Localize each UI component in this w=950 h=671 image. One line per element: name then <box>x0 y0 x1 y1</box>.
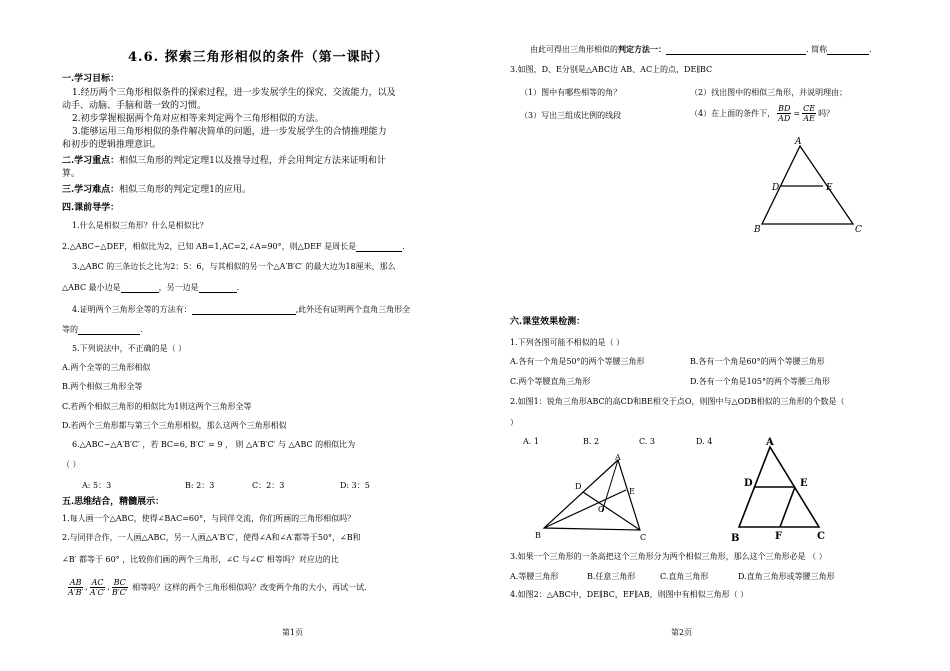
figure-1-altitudes <box>530 452 660 548</box>
question-6-paren: （ ） <box>62 460 81 469</box>
objective-line: 和初步的逻辑推理意识。 <box>62 140 162 150</box>
question-3-text-c: . <box>236 283 240 292</box>
question-4-text: 4.证明两个三角形全等的方法有： <box>72 305 192 314</box>
label-d: D <box>772 183 780 193</box>
label-d: D <box>575 482 582 491</box>
label-b: B <box>535 531 541 540</box>
test-question-3: 3.如果一个三角形的一条高把这个三角形分为两个相似三角形，那么这个三角形必是 （ ） <box>510 552 827 561</box>
t3-option-c: C.直角三角形 <box>660 572 709 581</box>
figure-2-parallel-lines <box>725 435 835 547</box>
q3-part-4-text: （4）在上面的条件下， <box>690 109 776 118</box>
question-1: 1.什么是相似三角形？什么是相似比？ <box>72 221 208 230</box>
judgement-method-line <box>530 44 872 55</box>
q5-option-c: C.若两个相似三角形的相似比为1则这两个三角形全等 <box>62 402 252 411</box>
ratio-bd-ad: $\frac{BD}{AD}$ <box>778 104 791 123</box>
section-3 <box>62 185 251 196</box>
ratio-ac: $\frac{AC}{A'C'}$ <box>89 578 106 597</box>
problem-2-ratios: $\frac{AB}{A'B'}$ , $\frac{AC}{A'C'}$ , $\frac{BC}{B'C'}$ 相等吗？这样的两个三角形相似吗？改变两个角的大小，再试一试. <box>68 578 367 597</box>
test-question-4: 4.如图2：△ABC中，DE∥BC，EF∥AB，则图中有相似三角形（ ） <box>510 590 749 599</box>
t1-option-d: D.各有一个角是105°的两个等腰三角形 <box>690 377 830 386</box>
ratio-bc: $\frac{BC}{B'C'}$ <box>111 578 128 597</box>
t1-option-c: C.两个等腰直角三角形 <box>510 377 591 386</box>
question-4-mid: ,此外还有证明两个直角三角形全 <box>295 305 411 314</box>
t2-option-c: C. 3 <box>639 437 656 446</box>
q3-part-2: （2）找出图中的相似三角形，并说明理由； <box>690 88 848 97</box>
ratio-ce-ae: $\frac{CE}{AE}$ <box>803 104 816 123</box>
t3-option-b: B.任意三角形 <box>587 572 636 581</box>
answer-blank[interactable] <box>78 325 140 335</box>
section-6-title: 六.课堂效果检测： <box>510 317 586 327</box>
figure-triangle-de-parallel-bc <box>745 132 865 236</box>
label-c: C <box>817 531 825 542</box>
question-3: 3.如图，D、E分别是△ABC边 AB、AC上的点，DE∥BC <box>510 65 713 74</box>
label-b: B <box>754 225 761 235</box>
question-2-end: . <box>402 242 405 251</box>
objective-line: 1.经历两个三角形相似条件的探索过程，进一步发展学生的探究、交流能力，以及 <box>72 88 396 98</box>
q3-part-4-end: 吗？ <box>818 109 835 118</box>
answer-blank[interactable] <box>121 283 159 293</box>
problem-2: 2.与同伴合作，一人画△ABC，另一人画△A′B′C′，使得∠A和∠A′都等于50°，∠B和 <box>62 533 361 542</box>
t2-option-b: B. 2 <box>583 437 600 446</box>
section-2-text: 相似三角形的判定定理1以及推导过程，并会用判定方法来证明和计 <box>119 156 386 166</box>
section-4-title: 四.课前导学： <box>62 203 120 213</box>
section-5-title: 五.思维结合，精髓展示： <box>62 497 165 507</box>
answer-blank[interactable] <box>827 45 869 55</box>
t1-option-a: A.各有一个角是50°的两个等腰三角形 <box>510 357 645 366</box>
label-c: C <box>640 533 647 542</box>
test-question-1: 1.下列各图可能不相似的是（ ） <box>510 338 625 347</box>
q3-part-4: （4）在上面的条件下， $\frac{BD}{AD}$ = $\frac{CE}{AE}$ 吗？ <box>690 104 835 123</box>
judgement-method-label: 判定方法一： <box>618 44 666 54</box>
period: . <box>869 45 872 54</box>
t3-option-a: A.等腰三角形 <box>510 572 559 581</box>
label-b: B <box>731 533 740 544</box>
page-number: 第1页 <box>282 628 304 637</box>
q6-option-b: B: 2：3 <box>185 481 215 490</box>
section-2 <box>62 156 386 167</box>
label-a: A <box>615 453 621 462</box>
label-d: D <box>744 478 753 489</box>
answer-blank[interactable] <box>192 305 296 315</box>
label-c: C <box>855 225 862 235</box>
problem-2-end: 相等吗？这样的两个三角形相似吗？改变两个角的大小，再试一试. <box>132 583 367 592</box>
test-question-2: 2.如图1：锐角三角形ABC的高CD和BE相交于点O，则图中与△ODB相似的三角形的个数是（ <box>510 397 845 406</box>
label-e: E <box>629 487 635 496</box>
question-3-text-b: ，另一边是 <box>158 283 199 292</box>
short-name-label: . 简称 <box>806 45 828 54</box>
test-question-2-paren: ） <box>510 418 518 427</box>
question-4-cont <box>62 324 143 335</box>
section-3-text: 相似三角形的判定定理1的应用。 <box>119 185 251 195</box>
q6-option-d: D: 3：5 <box>340 481 370 490</box>
answer-blank[interactable] <box>356 242 402 252</box>
problem-2-cont: ∠B′ 都等于 60° ，比较你们画的两个三角形，∠C 与∠C′ 相等吗？对应边的比 <box>62 555 339 564</box>
question-3: 3.△ABC 的三条边长之比为2：5：6，与其相似的另一个△A′B′C′ 的最大边为18厘米，那么 <box>72 262 396 271</box>
question-4-text-b: 等的 <box>62 325 78 334</box>
label-e: E <box>800 478 808 489</box>
question-4 <box>72 304 410 315</box>
section-3-title: 三.学习难点： <box>62 185 120 195</box>
objective-line: 3.能够运用三角形相似的条件解决简单的问题，进一步发展学生的合情推理能力 <box>72 127 387 137</box>
label-o: O <box>598 505 605 514</box>
label-a: A <box>795 137 802 147</box>
answer-blank[interactable] <box>666 45 806 55</box>
section-2-text-cont: 算。 <box>62 169 81 179</box>
problem-1: 1.每人画一个△ABC，使得∠BAC=60°，与同伴交流，你们所画的三角形相似吗？ <box>62 514 356 523</box>
question-5: 5.下列说法中，不正确的是（ ） <box>72 344 187 353</box>
question-2 <box>62 241 405 252</box>
page-number: 第2页 <box>671 628 693 637</box>
page-right <box>475 0 950 671</box>
judgement-text: 由此可得出三角形相似的 <box>530 45 618 54</box>
objective-line: 2.初步掌握根据两个角对应相等来判定两个三角形相似的方法。 <box>72 114 324 124</box>
t2-option-a: A. 1 <box>523 437 539 446</box>
question-4-end: . <box>140 325 143 334</box>
section-1-title: 一.学习目标： <box>62 74 120 84</box>
q6-option-c: C：2：3 <box>252 481 285 490</box>
q6-option-a: A: 5：3 <box>82 481 112 490</box>
t2-option-d: D. 4 <box>696 437 713 446</box>
question-3-cont <box>62 282 239 293</box>
question-3-text-a: △ABC 最小边是 <box>62 283 121 292</box>
page-title: 4.6. 探索三角形相似的条件（第一课时） <box>128 50 389 65</box>
t1-option-b: B.各有一个角是60°的两个等腰三角形 <box>690 357 825 366</box>
q5-option-a: A.两个全等的三角形相似 <box>62 363 151 372</box>
q5-option-d: D.若两个三角形都与第三个三角形相似，那么这两个三角形相似 <box>62 421 287 430</box>
q3-part-3: （3）写出三组成比例的线段 <box>520 111 622 120</box>
objective-line: 动手、动脑、手脑和谐一致的习惯。 <box>62 101 207 111</box>
t3-option-d: D.直角三角形或等腰三角形 <box>738 572 835 581</box>
answer-blank[interactable] <box>199 283 237 293</box>
section-2-title: 二.学习重点： <box>62 156 120 166</box>
label-a: A <box>766 437 774 448</box>
q5-option-b: B.两个相似三角形全等 <box>62 382 143 391</box>
question-6: 6.△ABC∽△A′B′C′ ，若 BC=6, B′C′ = 9 ， 则 △A′B′C′ 与 △ABC 的相似比为 <box>72 440 356 449</box>
ratio-ab: $\frac{AB}{A'B'}$ <box>68 578 84 597</box>
label-f: F <box>775 531 783 542</box>
label-e: E <box>826 183 833 193</box>
q3-part-1: （1）图中有哪些相等的角？ <box>520 88 622 97</box>
question-2-text: 2.△ABC∽△DEF，相似比为2，已知 AB=1,AC=2,∠A=90°，则△DEF 是周长是 <box>62 242 357 251</box>
